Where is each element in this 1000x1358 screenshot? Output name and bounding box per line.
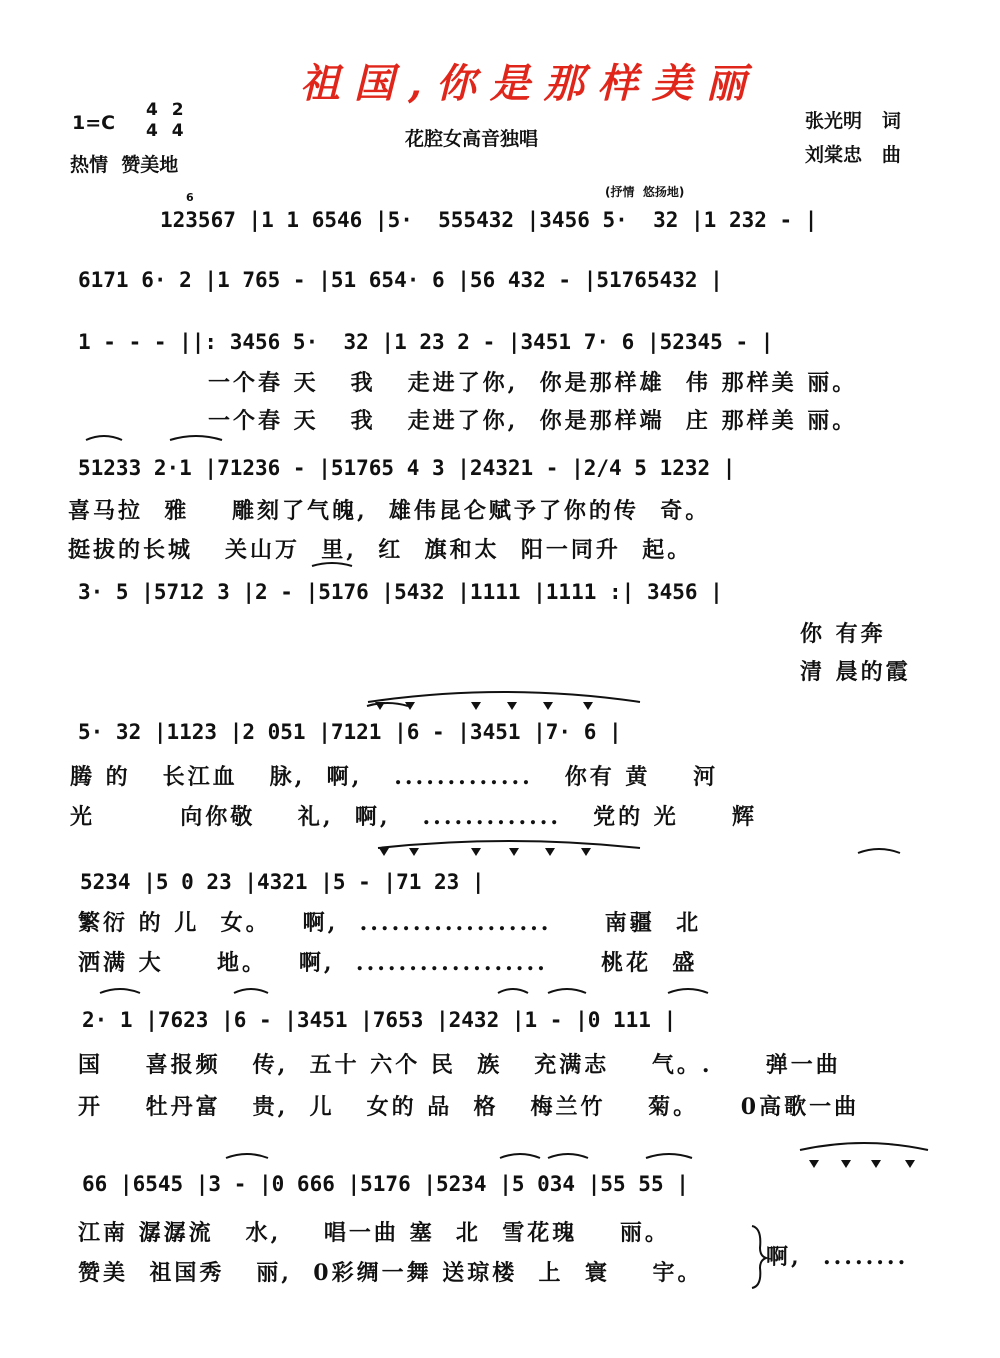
song-title: 祖国,你是那样美丽 — [300, 60, 760, 107]
lyrics-row-8-verse-2: 开 牡丹富 贵, 儿 女的 品 格 梅兰竹 菊。 0高歌一曲 — [78, 1094, 860, 1120]
slur-mark — [548, 989, 586, 993]
lyrics-row-4-verse-2: 挺拔的长城 关山万 里, 红 旗和太 阳一同升 起。 — [68, 537, 693, 563]
lyricist-credit: 张光明 词 — [805, 110, 901, 132]
composer-credit: 刘棠忠 曲 — [805, 144, 901, 166]
accent-mark — [509, 848, 519, 856]
slur-mark — [100, 989, 140, 993]
accent-mark — [905, 1160, 915, 1168]
accent-mark — [543, 702, 553, 710]
accent-mark — [375, 702, 385, 710]
lyrics-row-6-verse-1: 腾 的 长江血 脉, 啊, ............. 你有 黄 河 — [70, 764, 719, 790]
notation-row-4: 51233 2·1 |71236 - |51765 4 3 |24321 - |2/4 5 1232 | — [78, 456, 736, 480]
accent-mark — [871, 1160, 881, 1168]
expression-marking: (抒情 悠扬地) — [605, 185, 685, 199]
slur-mark — [226, 1154, 268, 1158]
accent-mark — [583, 702, 593, 710]
notation-row-9: 66 |6545 |3 - |0 666 |5176 |5234 |5 034 |55 55 | — [82, 1172, 689, 1196]
slur-mark — [170, 436, 222, 440]
accent-mark — [471, 702, 481, 710]
notation-row-5: 3· 5 |5712 3 |2 - |5176 |5432 |1111 |1111 :| 3456 | — [78, 580, 723, 604]
slur-mark — [646, 1154, 692, 1158]
notation-row-7: 5234 |5 0 23 |4321 |5 - |71 23 | — [80, 870, 485, 894]
lyrics-row-5-verse-2: 清 晨的霞 — [800, 659, 911, 685]
notation-row-8: 2· 1 |7623 |6 - |3451 |7653 |2432 |1 - |0 111 | — [82, 1008, 677, 1032]
slur-mark — [234, 989, 268, 993]
notation-row-2: 6171 6· 2 |1 765 - |51 654· 6 |56 432 - |51765432 | — [78, 268, 723, 292]
lyrics-row-3-verse-1: 一个春 天 我 走进了你, 你是那样雄 伟 那样美 丽。 — [208, 370, 858, 396]
accent-mark — [471, 848, 481, 856]
accent-mark — [507, 702, 517, 710]
lyrics-row-6-verse-2: 光 向你敬 礼, 啊, ............. 党的 光 辉 — [70, 804, 758, 830]
slur-mark — [498, 989, 528, 993]
slur-mark — [668, 989, 708, 993]
lyrics-row-8-verse-1: 国 喜报频 传, 五十 六个 民 族 充满志 气。. 弹一曲 — [78, 1052, 841, 1078]
slur-mark — [378, 841, 640, 848]
lyrics-row-3-verse-2: 一个春 天 我 走进了你, 你是那样端 庄 那样美 丽。 — [208, 408, 858, 434]
lyrics-row-9-verse-1: 江南 潺潺流 水, 唱一曲 塞 北 雪花瑰 丽。 — [78, 1220, 670, 1246]
grace-note-mark: 6 — [186, 191, 194, 204]
slur-mark — [368, 692, 640, 702]
notation-row-1: 123567 |1 1 6546 |5· 555432 |3456 5· 32 |1 232 - | — [160, 208, 818, 232]
lyrics-row-7-verse-1: 繁衍 的 儿 女。 啊, .................. 南疆 北 — [78, 910, 702, 936]
lyrics-row-7-verse-2: 洒满 大 地。 啊, .................. 桃花 盛 — [78, 950, 698, 976]
accent-mark — [581, 848, 591, 856]
lyrics-row-9-tail: 啊, ........ — [766, 1244, 909, 1270]
slur-mark — [858, 849, 900, 853]
time-signature-bottom: 4 4 — [146, 121, 188, 141]
lyrics-row-5-verse-1: 你 有奔 — [800, 621, 886, 647]
slur-mark — [312, 563, 352, 566]
accent-mark — [409, 848, 419, 856]
accent-mark — [545, 848, 555, 856]
accent-mark — [379, 848, 389, 856]
slur-mark — [86, 436, 122, 440]
verse-brace — [752, 1226, 766, 1288]
slur-mark — [800, 1143, 928, 1150]
subtitle: 花腔女高音独唱 — [405, 128, 539, 150]
accent-mark — [841, 1160, 851, 1168]
accent-mark — [809, 1160, 819, 1168]
lyrics-row-4-verse-1: 喜马拉 雅 雕刻了气魄, 雄伟昆仑赋予了你的传 奇。 — [68, 498, 711, 524]
time-signature-top: 4 2 — [146, 100, 188, 120]
slur-mark — [500, 1154, 540, 1158]
notation-row-6: 5· 32 |1123 |2 051 |7121 |6 - |3451 |7· 6 | — [78, 720, 622, 744]
lyrics-row-9-verse-2: 赞美 祖国秀 丽, 0彩绸一舞 送琼楼 上 寰 宇。 — [78, 1260, 703, 1286]
slur-mark — [548, 1154, 588, 1158]
tempo-marking: 热情 赞美地 — [70, 154, 179, 176]
key-signature: 1=C — [72, 112, 116, 134]
slur-mark — [367, 703, 408, 706]
notation-row-3: 1 - - - ||: 3456 5· 32 |1 23 2 - |3451 7· 6 |52345 - | — [78, 330, 774, 354]
